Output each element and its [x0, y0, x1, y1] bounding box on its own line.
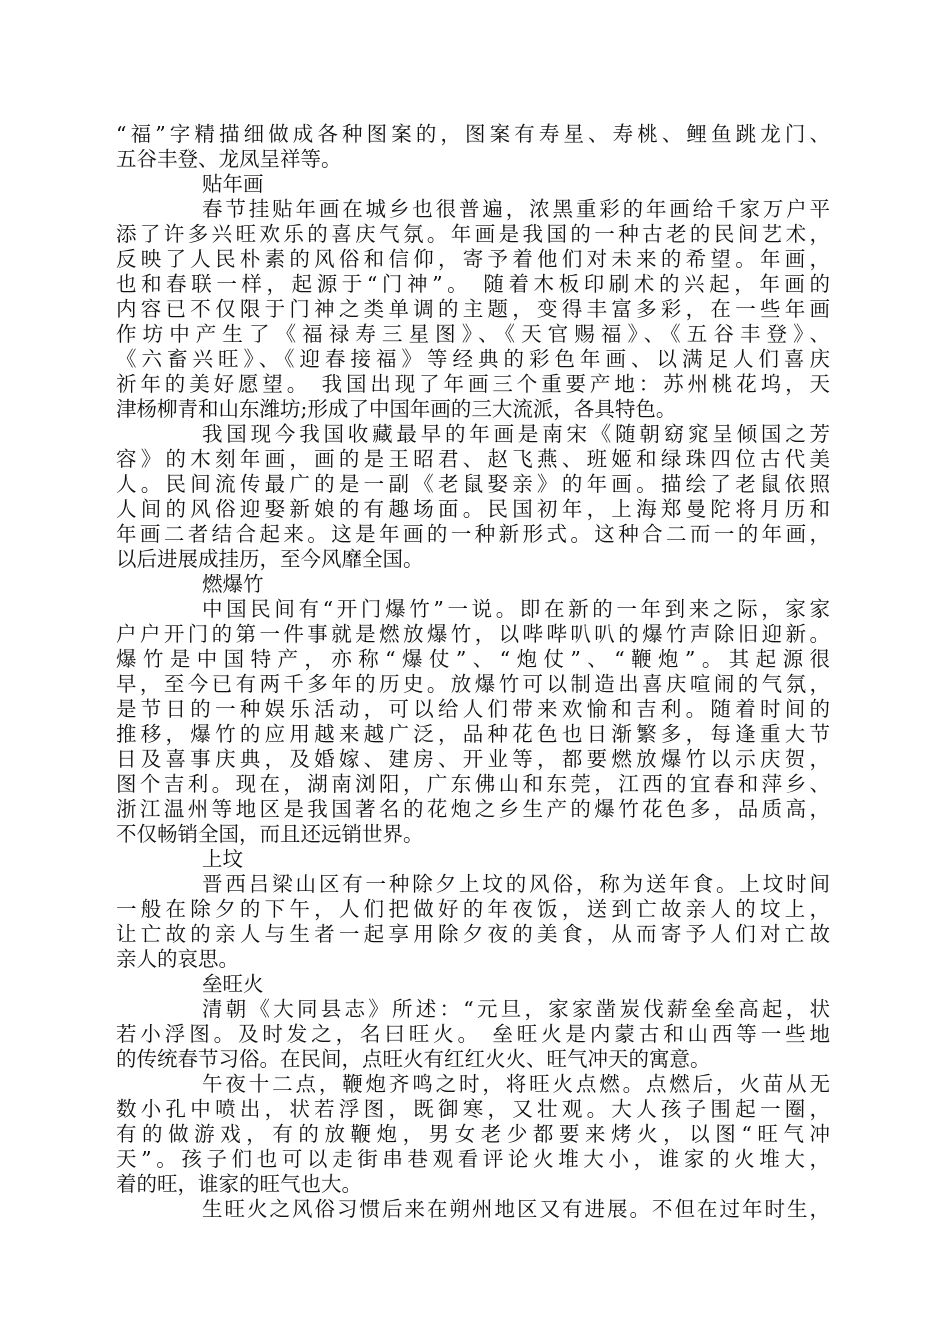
text-line: 人间的风俗迎娶新娘的有趣场面。民国初年，上海郑曼陀将月历和: [116, 497, 830, 521]
text-line: 一般在除夕的下午，人们把做好的年夜饭，送到亡故亲人的坟上，: [116, 897, 830, 921]
text-line: 让亡故的亲人与生者一起享用除夕夜的美食，从而寄予人们对亡故: [116, 922, 830, 946]
text-line: 不仅畅销全国，而且还远销世界。: [116, 822, 424, 846]
text-line: 生旺火之风俗习惯后来在朔州地区又有进展。不但在过年时生，: [202, 1197, 830, 1221]
text-line: 年画二者结合起来。这是年画的一种新形式。这种合二而一的年画，: [116, 522, 830, 546]
text-line: 作坊中产生了《福禄寿三星图》、《天官赐福》、《五谷丰登》、: [116, 322, 830, 346]
text-line: 津杨柳青和山东潍坊;形成了中国年画的三大流派，各具特色。: [116, 397, 677, 421]
text-line: 祈年的美好愿望。 我国出现了年画三个重要产地：苏州桃花坞，天: [116, 372, 830, 396]
text-line: 着的旺，谁家的旺气也大。: [116, 1172, 362, 1196]
text-line: 户户开门的第一件事就是燃放爆竹，以哔哔叭叭的爆竹声除旧迎新。: [116, 622, 830, 646]
section-heading: 上坟: [202, 847, 243, 871]
text-line: 内容已不仅限于门神之类单调的主题，变得丰富多彩，在一些年画: [116, 297, 830, 321]
text-line: 《六畜兴旺》、《迎春接福》等经典的彩色年画、以满足人们喜庆: [116, 347, 830, 371]
text-line: 晋西吕梁山区有一种除夕上坟的风俗，称为送年食。上坟时间: [202, 872, 830, 896]
text-line: 浙江温州等地区是我国著名的花炮之乡生产的爆竹花色多，品质高，: [116, 797, 830, 821]
text-line: 容》的木刻年画，画的是王昭君、赵飞燕、班姬和绿珠四位古代美: [116, 447, 830, 471]
text-line: 我国现今我国收藏最早的年画是南宋《随朝窈窕呈倾国之芳: [202, 422, 830, 446]
text-line: 人。民间流传最广的是一副《老鼠娶亲》的年画。描绘了老鼠依照: [116, 472, 830, 496]
text-line: 午夜十二点，鞭炮齐鸣之时，将旺火点燃。点燃后，火苗从无: [202, 1072, 830, 1096]
text-line: 有的做游戏，有的放鞭炮，男女老少都要来烤火，以图“旺气冲: [116, 1122, 830, 1146]
section-heading: 燃爆竹: [202, 572, 264, 596]
section-heading: 贴年画: [202, 172, 264, 196]
text-line: “福”字精描细做成各种图案的，图案有寿星、寿桃、鲤鱼跳龙门、: [116, 122, 830, 146]
text-line: 早，至今已有两千多年的历史。放爆竹可以制造出喜庆喧闹的气氛，: [116, 672, 830, 696]
text-line: 清朝《大同县志》所述：“元旦，家家凿炭伐薪垒垒高起，状: [202, 997, 830, 1021]
text-line: 中国民间有“开门爆竹”一说。即在新的一年到来之际，家家: [202, 597, 830, 621]
text-line: 图个吉利。现在，湖南浏阳，广东佛山和东莞，江西的宜春和萍乡、: [116, 772, 830, 796]
text-line: 也和春联一样，起源于“门神”。 随着木板印刷术的兴起，年画的: [116, 272, 830, 296]
text-line: 亲人的哀思。: [116, 947, 239, 971]
section-heading: 垒旺火: [202, 972, 264, 996]
text-line: 数小孔中喷出，状若浮图，既御寒，又壮观。大人孩子围起一圈，: [116, 1097, 830, 1121]
text-line: 的传统春节习俗。在民间，点旺火有红红火火、旺气冲天的寓意。: [116, 1047, 711, 1071]
text-line: 春节挂贴年画在城乡也很普遍，浓黑重彩的年画给千家万户平: [202, 197, 830, 221]
text-line: 若小浮图。及时发之，名曰旺火。 垒旺火是内蒙古和山西等一些地: [116, 1022, 830, 1046]
text-line: 日及喜事庆典，及婚嫁、建房、开业等，都要燃放爆竹以示庆贺，: [116, 747, 830, 771]
text-line: 天”。孩子们也可以走街串巷观看评论火堆大小，谁家的火堆大，: [116, 1147, 830, 1171]
text-line: 是节日的一种娱乐活动，可以给人们带来欢愉和吉利。随着时间的: [116, 697, 830, 721]
document-page: [116, 122, 830, 1222]
text-line: 添了许多兴旺欢乐的喜庆气氛。年画是我国的一种古老的民间艺术，: [116, 222, 830, 246]
text-line: 爆竹是中国特产，亦称“爆仗”、“炮仗”、“鞭炮”。其起源很: [116, 647, 830, 671]
text-line: 以后进展成挂历，至今风靡全国。: [116, 547, 424, 571]
text-line: 推移，爆竹的应用越来越广泛，品种花色也日渐繁多，每逢重大节: [116, 722, 830, 746]
text-line: 五谷丰登、龙凤呈祥等。: [116, 147, 342, 171]
text-line: 反映了人民朴素的风俗和信仰，寄予着他们对未来的希望。年画，: [116, 247, 830, 271]
